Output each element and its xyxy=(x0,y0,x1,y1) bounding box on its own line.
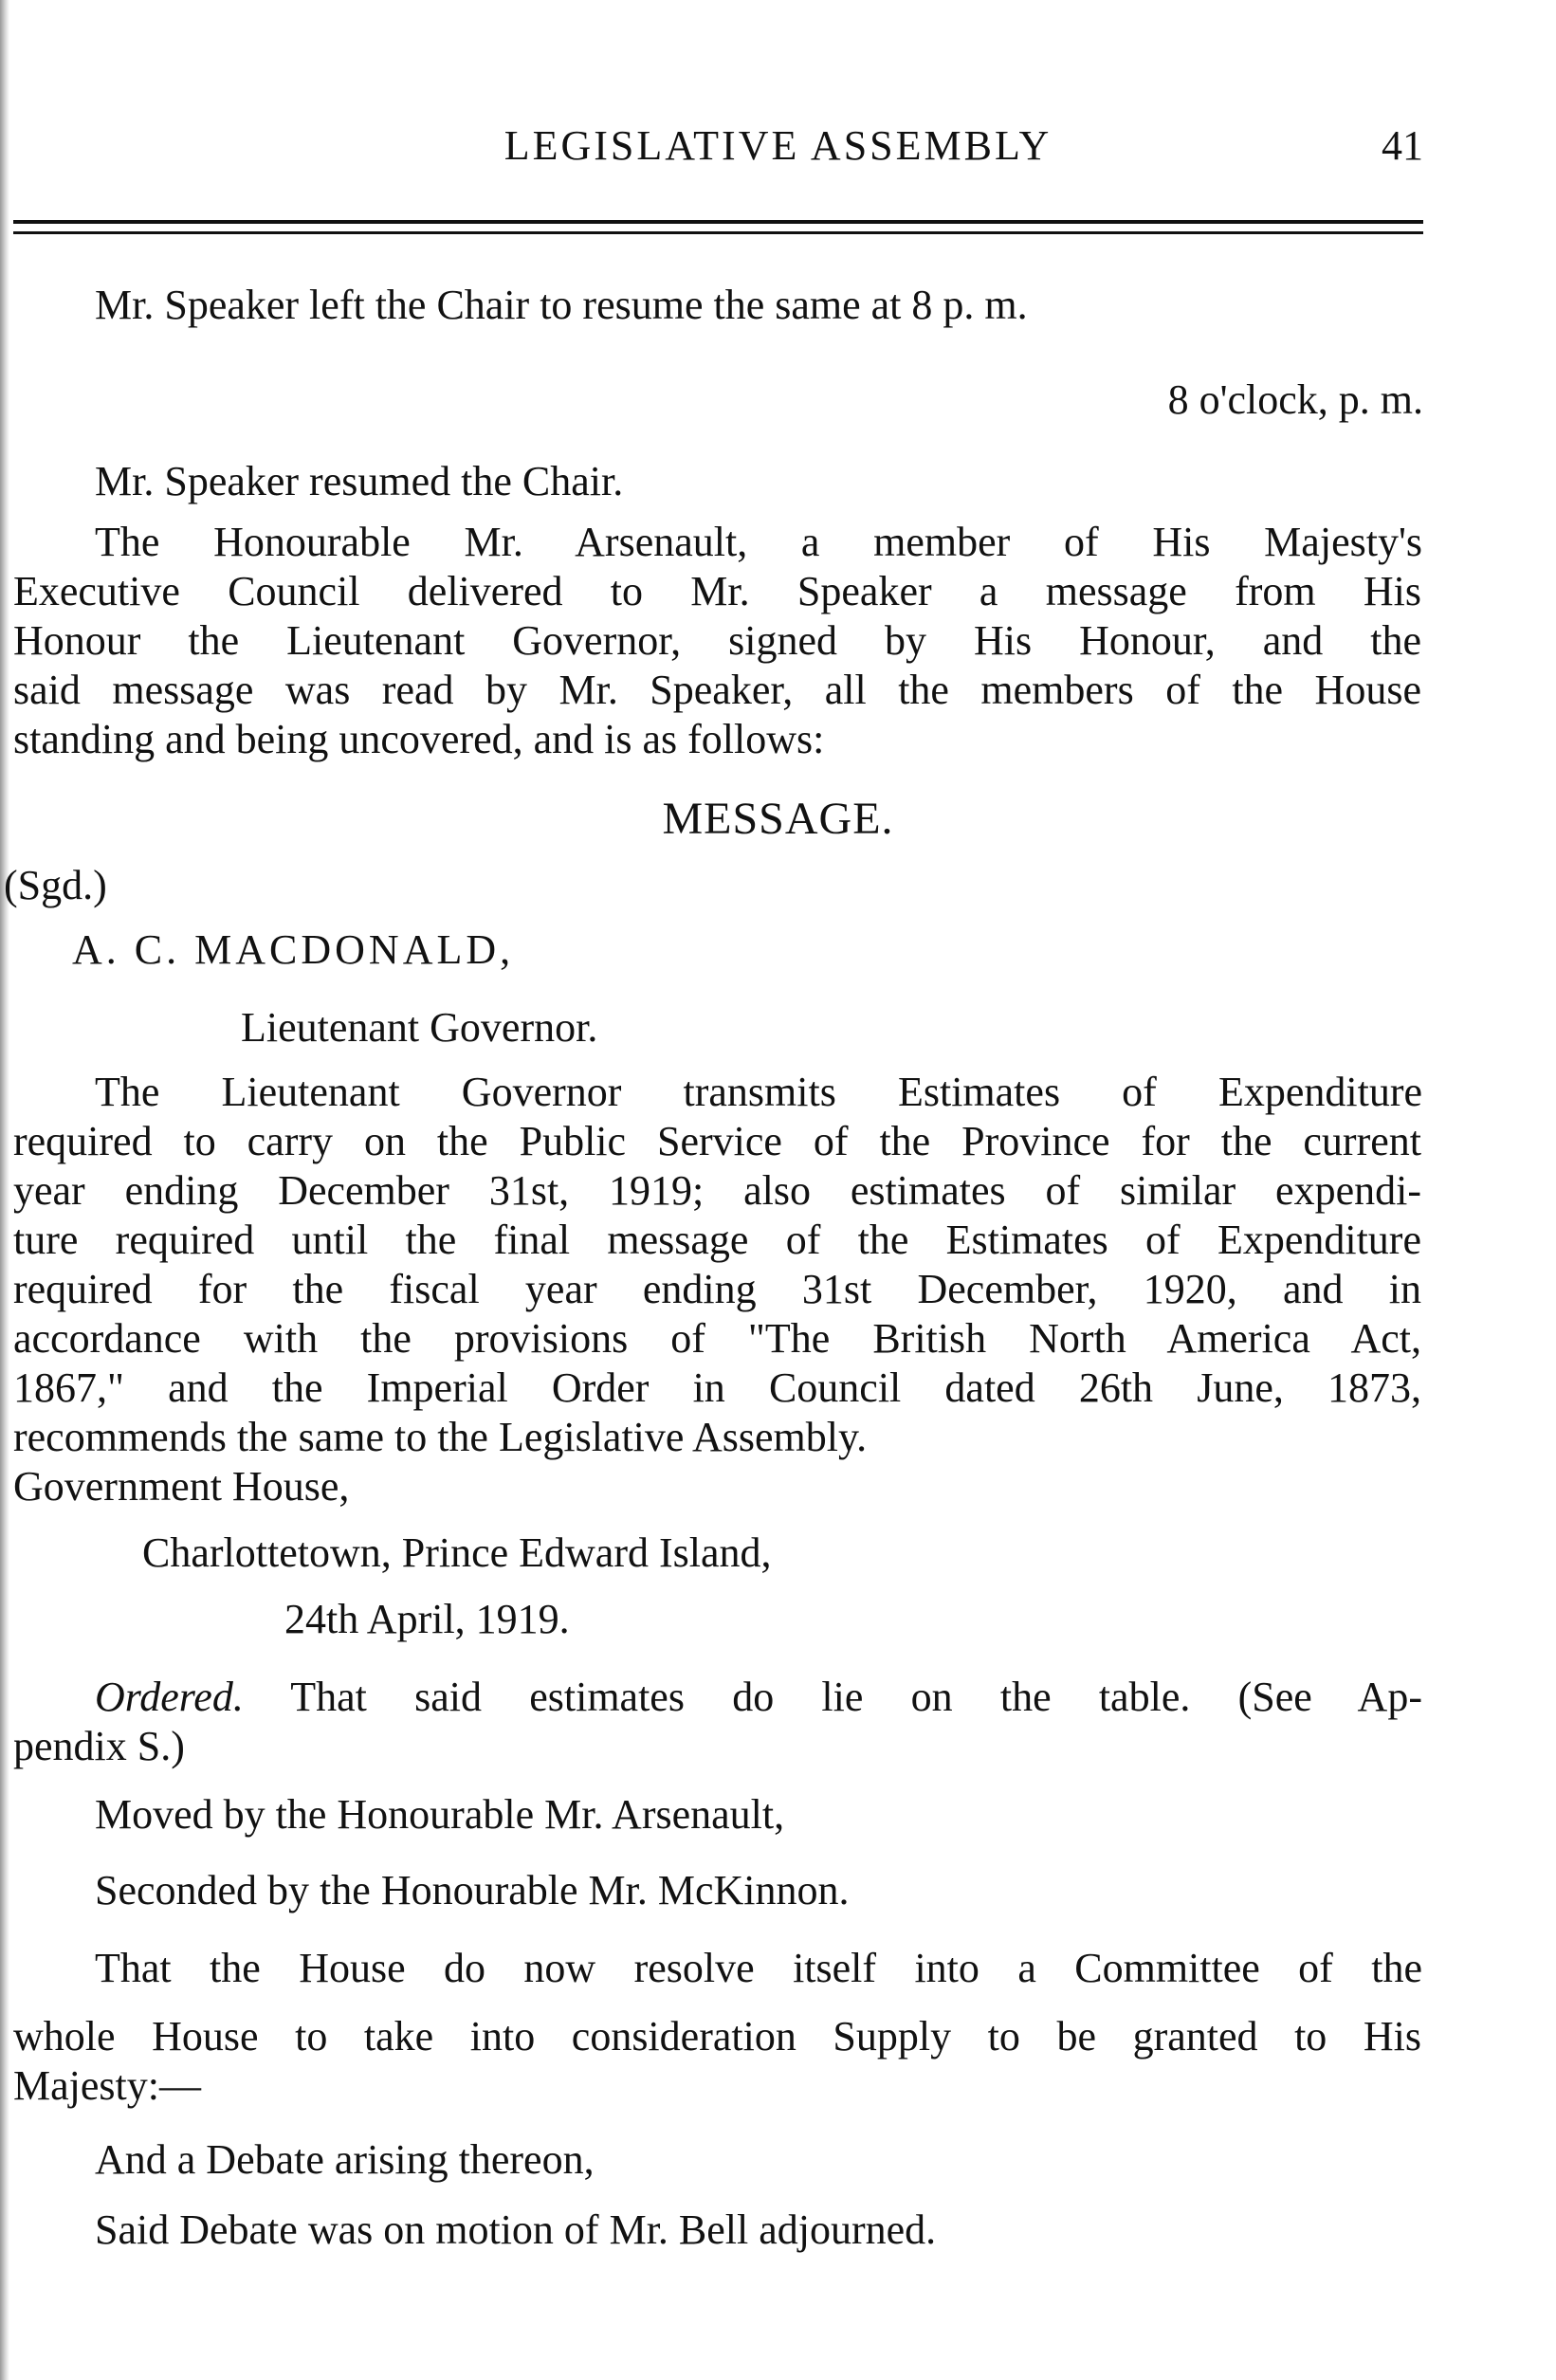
paragraph-line: Majesty:— xyxy=(13,2062,201,2109)
paragraph-line: The Lieutenant Governor transmits Estimates of Expenditure xyxy=(95,1069,1422,1115)
text-line: Mr. Speaker resumed the Chair. xyxy=(95,458,624,504)
running-header xyxy=(0,121,1556,178)
paragraph-line: 1867," and the Imperial Order in Council dated 26th June, 1873, xyxy=(13,1364,1421,1411)
paragraph-line: whole House to take into consideration Supply to be granted to His xyxy=(13,2013,1421,2060)
date-line: 24th April, 1919. xyxy=(284,1596,570,1642)
address-line: Charlottetown, Prince Edward Island, xyxy=(142,1529,772,1576)
ordered-text: That said estimates do lie on the table. (See Ap- xyxy=(290,1674,1422,1720)
paragraph-line: That the House do now resolve itself into a Committee of the xyxy=(95,1945,1422,1991)
paragraph-line: year ending December 31st, 1919; also estimates of similar expendi- xyxy=(13,1167,1421,1214)
paragraph-line: Honour the Lieutenant Governor, signed by His Honour, and the xyxy=(13,617,1421,664)
paragraph-line: required for the fiscal year ending 31st December, 1920, and in xyxy=(13,1266,1421,1312)
paragraph-line: Executive Council delivered to Mr. Speaker a message from His xyxy=(13,568,1421,614)
motion-mover: Moved by the Honourable Mr. Arsenault, xyxy=(95,1791,785,1838)
ordered-continuation: pendix S.) xyxy=(13,1723,185,1769)
debate-line: And a Debate arising thereon, xyxy=(95,2136,595,2183)
paragraph-line: accordance with the provisions of "The British North America Act, xyxy=(13,1315,1421,1362)
paragraph-line: The Honourable Mr. Arsenault, a member of His Majesty's xyxy=(95,519,1422,565)
ordered-line xyxy=(95,1673,1422,1722)
signer-title: Lieutenant Governor. xyxy=(241,1004,598,1051)
signer-name: A. C. MACDONALD, xyxy=(72,926,515,973)
text-line: Mr. Speaker left the Chair to resume the same at 8 p. m. xyxy=(95,282,1028,328)
address-line: Government House, xyxy=(13,1463,350,1510)
paragraph-line: required to carry on the Public Service of the Province for the current xyxy=(13,1118,1421,1164)
page-number: 41 xyxy=(1382,122,1423,169)
running-title: LEGISLATIVE ASSEMBLY xyxy=(503,122,1053,169)
paragraph-line: recommends the same to the Legislative Assembly. xyxy=(13,1414,868,1460)
header-rule xyxy=(13,220,1423,224)
paragraph-line: said message was read by Mr. Speaker, all the members of the House xyxy=(13,667,1421,713)
paragraph-line: ture required until the final message of the Estimates of Expenditure xyxy=(13,1217,1421,1263)
motion-seconder: Seconded by the Honourable Mr. McKinnon. xyxy=(95,1867,850,1913)
ordered-label: Ordered. xyxy=(95,1674,244,1720)
time-stamp: 8 o'clock, p. m. xyxy=(1167,376,1423,423)
signed-label: (Sgd.) xyxy=(4,862,107,908)
paragraph-line: standing and being uncovered, and is as follows: xyxy=(13,716,825,762)
adjourned-line: Said Debate was on motion of Mr. Bell adjourned. xyxy=(95,2206,937,2253)
header-rule xyxy=(13,231,1423,234)
page-binding-edge xyxy=(0,0,9,2380)
message-heading: MESSAGE. xyxy=(662,794,894,844)
